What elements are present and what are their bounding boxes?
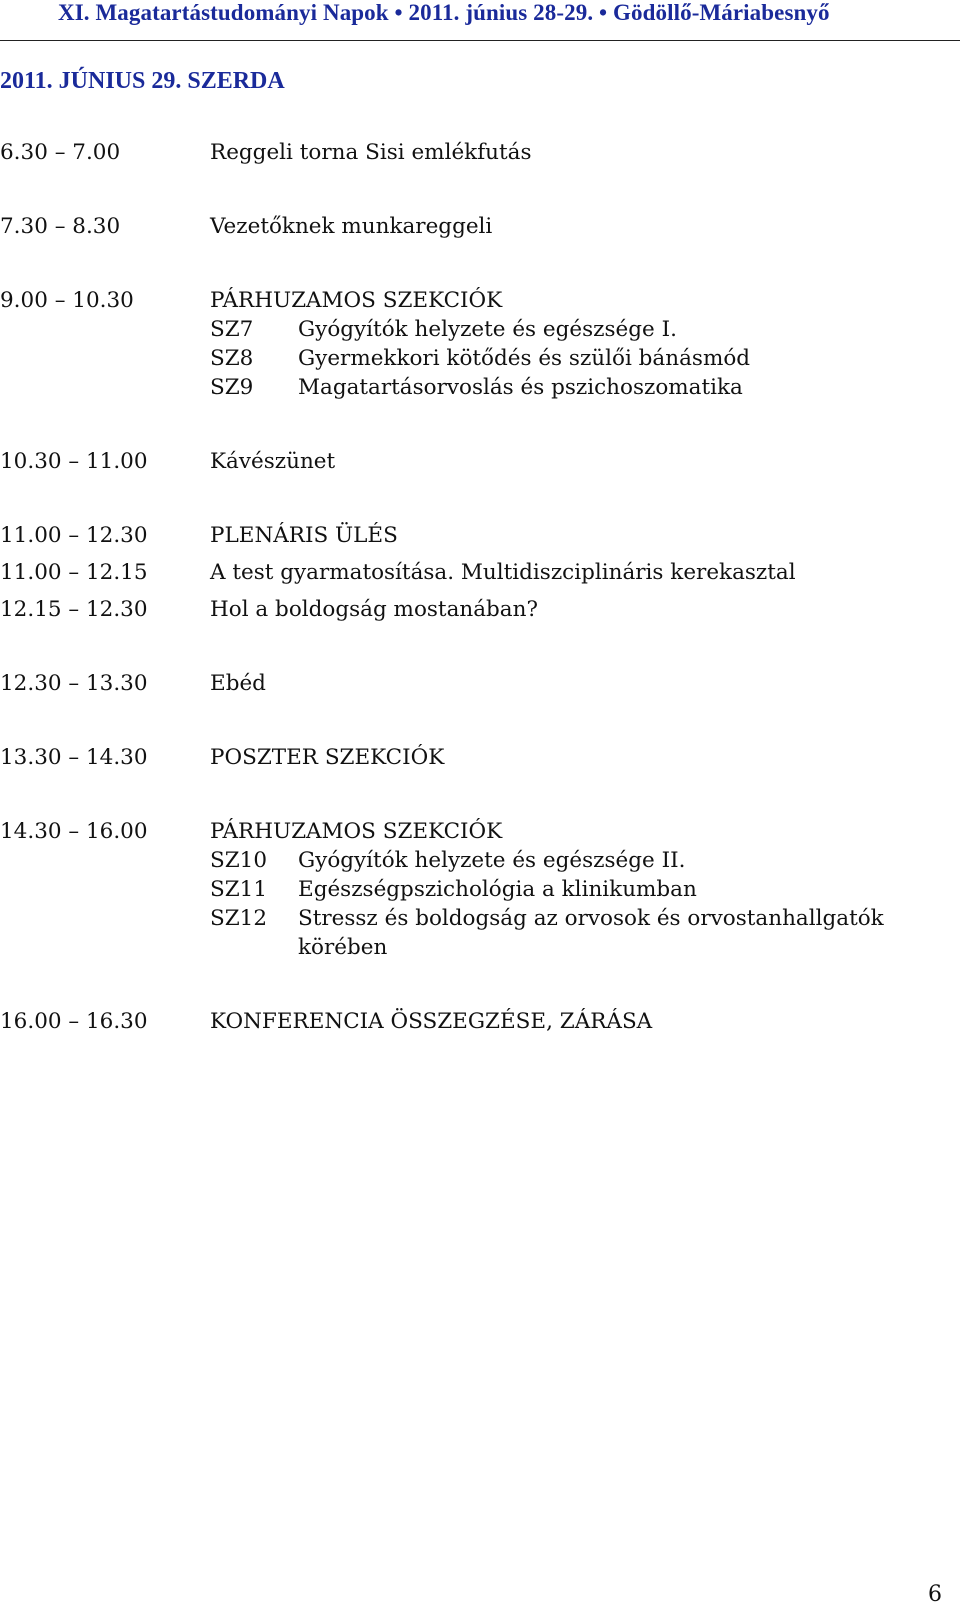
schedule-title: PÁRHUZAMOS SZEKCIÓK xyxy=(210,819,503,844)
schedule-title: Reggeli torna Sisi emlékfutás xyxy=(210,140,532,165)
day-title: 2011. JÚNIUS 29. SZERDA xyxy=(0,68,285,94)
schedule-time: 13.30 – 14.30 xyxy=(0,745,148,770)
section-title: Gyógyítók helyzete és egészsége II. xyxy=(298,848,686,873)
schedule-title: PLENÁRIS ÜLÉS xyxy=(210,523,398,548)
section-code: SZ12 xyxy=(210,906,268,931)
schedule-title: Vezetőknek munkareggeli xyxy=(210,214,493,239)
page-number: 6 xyxy=(928,1582,942,1607)
section-code: SZ8 xyxy=(210,346,254,371)
section-title: Egészségpszichológia a klinikumban xyxy=(298,877,697,902)
schedule-time: 11.00 – 12.30 xyxy=(0,523,148,548)
schedule-time: 11.00 – 12.15 xyxy=(0,560,148,585)
schedule-time: 16.00 – 16.30 xyxy=(0,1009,148,1034)
section-title: Gyermekkori kötődés és szülői bánásmód xyxy=(298,346,751,371)
schedule-time: 12.30 – 13.30 xyxy=(0,671,148,696)
section-code: SZ7 xyxy=(210,317,254,342)
schedule-time: 9.00 – 10.30 xyxy=(0,288,134,313)
header-text: XI. Magatartástudományi Napok • 2011. június 28-29. • Gödöllő-Máriabesnyő xyxy=(58,0,830,25)
schedule-title: PÁRHUZAMOS SZEKCIÓK xyxy=(210,288,503,313)
schedule-title: POSZTER SZEKCIÓK xyxy=(210,745,445,770)
section-title: Stressz és boldogság az orvosok és orvostanhallgatók xyxy=(298,906,884,931)
schedule-time: 7.30 – 8.30 xyxy=(0,214,121,239)
section-code: SZ10 xyxy=(210,848,268,873)
schedule-time: 6.30 – 7.00 xyxy=(0,140,121,165)
schedule-time: 12.15 – 12.30 xyxy=(0,597,148,622)
schedule-title: Ebéd xyxy=(210,671,266,696)
schedule-time: 14.30 – 16.00 xyxy=(0,819,148,844)
section-code: SZ11 xyxy=(210,877,268,902)
schedule-title: KONFERENCIA ÖSSZEGZÉSE, ZÁRÁSA xyxy=(210,1009,653,1034)
schedule-time: 10.30 – 11.00 xyxy=(0,449,148,474)
schedule-title: A test gyarmatosítása. Multidiszciplináris kerekasztal xyxy=(210,560,796,585)
section-code: SZ9 xyxy=(210,375,254,400)
schedule-title: Hol a boldogság mostanában? xyxy=(210,597,539,622)
section-title: Gyógyítók helyzete és egészsége I. xyxy=(298,317,677,342)
section-title: Magatartásorvoslás és pszichoszomatika xyxy=(298,375,743,400)
page-header xyxy=(0,0,960,41)
section-title-continuation: körében xyxy=(298,935,388,960)
schedule-title: Kávészünet xyxy=(210,449,336,474)
